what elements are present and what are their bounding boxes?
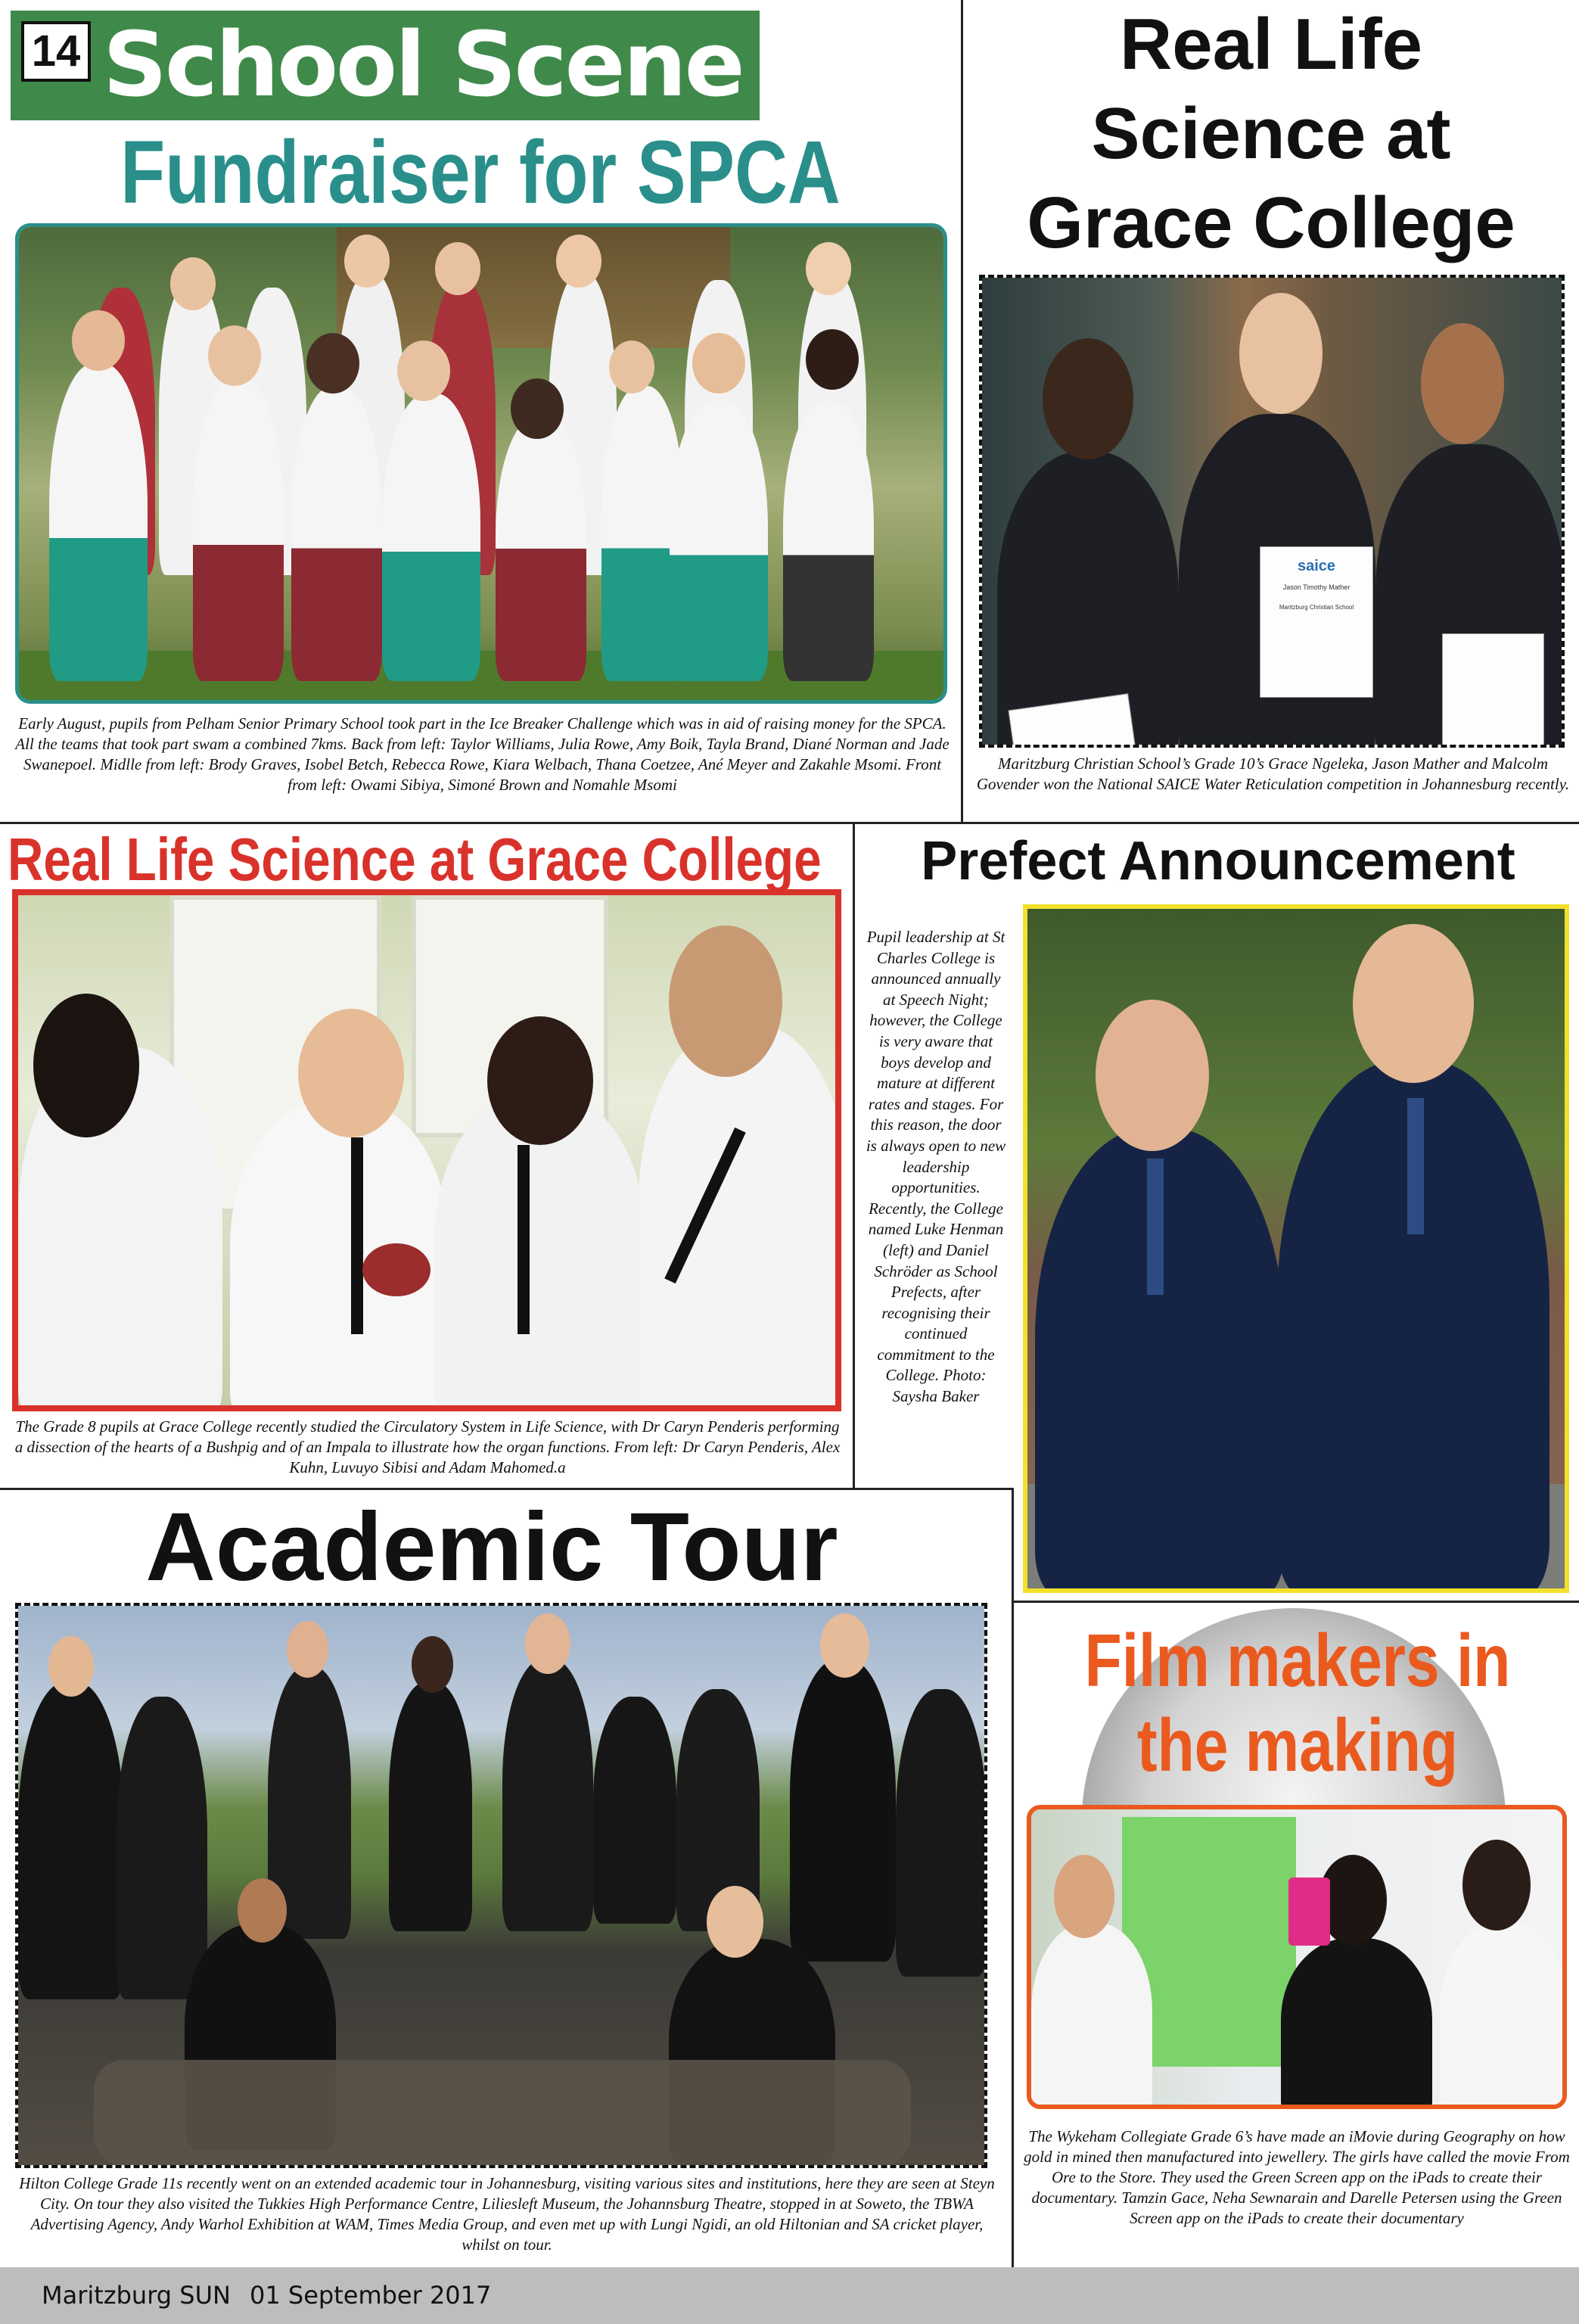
footer-date: 01 September 2017 (250, 2281, 492, 2310)
saice-caption: Maritzburg Christian School’s Grade 10’s Grace Ngeleka, Jason Mather and Malcolm Govender won the National SAICE Water Reticulation competition in Johannesburg recently. (976, 754, 1570, 793)
footer-bar (0, 2267, 1579, 2324)
grace-photo (12, 889, 841, 1411)
film-caption: The Wykeham Collegiate Grade 6’s have made an iMovie during Geography on how gold in mined then manufactured into jewellery. The girls have called the movie From Ore to the Store. They used the Green Screen app on the iPads to create their documentary. Tamzin Gace, Neha Sewnarain and Darelle Petersen using the Green Screen app on the iPads to create their documentary (1024, 2127, 1570, 2227)
film-headline (1018, 1618, 1577, 1787)
heart-specimen (362, 1243, 430, 1296)
grace-headline: Real Life Science at Grace College (8, 826, 822, 893)
prefect-headline: Prefect Announcement (921, 831, 1515, 891)
masthead-bar (11, 11, 760, 120)
grace-caption: The Grade 8 pupils at Grace College recently studied the Circulatory System in Life Science, with Dr Caryn Penderis performing a dissection of the hearts of a Bushpig and of an Impala to illustrate how the organ functions. From left: Dr Caryn Penderis, Alex Kuhn, Luvuyo Sibisi and Adam Mahomed.a (14, 1417, 841, 1476)
column-rule (961, 0, 963, 823)
spca-caption: Early August, pupils from Pelham Senior Primary School took part in the Ice Breaker Challenge which was in aid of raising money for the SPCA. All the teams that took part swam a combined 7kms. Back from left: Taylor Williams, Julia Rowe, Amy Boik, Tayla Brand, Diané Norman and Jade Swanepoel. Midlle from left: Brody Graves, Isobel Betch, Rebecca Rowe, Kiara Welbach, Thana Coetzee, Ané Meyer and Zakahle Msomi. Front from left: Owami Sibiya, Simoné Brown and Nomahle Msomi (15, 714, 950, 794)
certificate-school: Maritzburg Christian School (1279, 604, 1354, 611)
section-rule (1012, 1601, 1579, 1603)
saice-certificate (1260, 546, 1373, 698)
certificate-name: Jason Timothy Mather (1282, 583, 1351, 591)
tour-headline: Academic Tour (145, 1493, 838, 1601)
tour-photo (15, 1603, 987, 2168)
ipad (1288, 1878, 1330, 1946)
section-rule (0, 1488, 1014, 1490)
film-photo (1027, 1805, 1567, 2109)
film-headline-line2: the making (1136, 1703, 1459, 1787)
spca-photo (15, 223, 947, 704)
prefect-photo (1023, 904, 1569, 1593)
prefect-body: Pupil leadership at St Charles College is announced annually at Speech Night; however, the College is very aware that boys develop and mature at different rates and stages. For this reason, the door is always open to new leadership opportunities. Recently, the College named Luke Henman (left) and Daniel Schröder as School Prefects, after recognising their continued commitment to the College. Photo: Saysha Baker (866, 928, 1006, 1406)
saice-headline-line3: Grace College (1027, 182, 1515, 263)
saice-headline-line1: Real Life (1119, 4, 1423, 85)
saice-headline-line2: Science at (1091, 93, 1451, 174)
tour-caption: Hilton College Grade 11s recently went on an extended academic tour in Johannesburg, visiting various sites and institutions, here they are seen at Steyn City. On tour they also visited the Tukkies High Performance Centre, Liliesleft Museum, the Johannsburg Theatre, stopped in at Soweto, the TBWA Advertising Agency, Andy Warhol Exhibition at WAM, Times Media Group, and even met up with Lungi Ngidi, an old Hiltonian and SA cricket player, whilst on tour. (19, 2174, 995, 2254)
certificate-logo: saice (1297, 558, 1336, 574)
spca-headline: Fundraiser for SPCA (120, 123, 841, 222)
column-rule (853, 823, 855, 1489)
saice-certificate-2 (1442, 633, 1544, 745)
saice-headline (968, 0, 1574, 268)
section-title: School Scene (103, 12, 743, 117)
page-number-box (21, 21, 91, 82)
column-rule (1012, 1488, 1014, 2267)
film-headline-line1: Film makers in (1084, 1619, 1511, 1702)
footer-publication: Maritzburg SUN (42, 2281, 231, 2310)
saice-photo (979, 275, 1565, 748)
page-number: 14 (31, 26, 81, 76)
